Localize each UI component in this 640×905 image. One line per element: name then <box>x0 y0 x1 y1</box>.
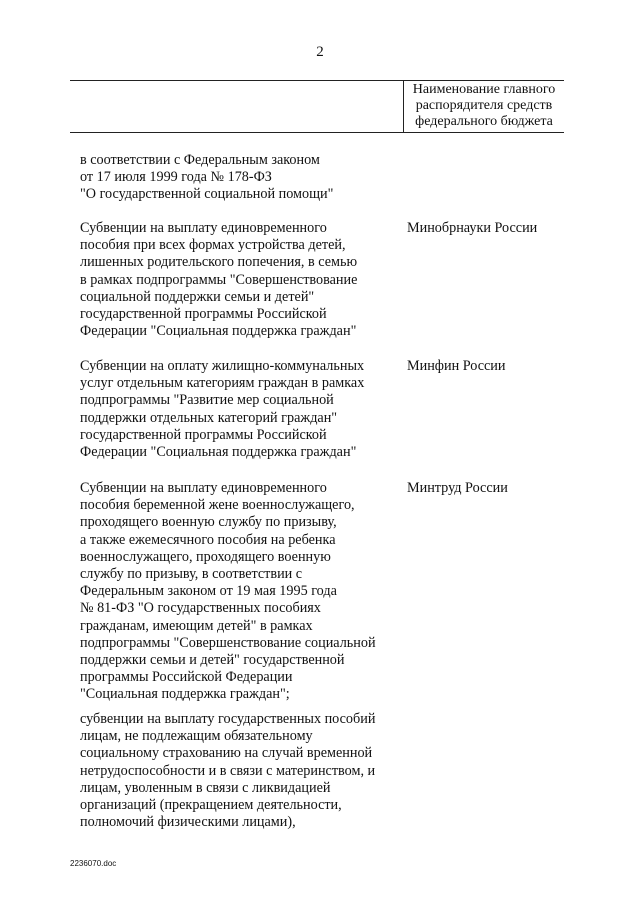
row-agency: Минфин России <box>407 358 506 374</box>
row-description: Субвенции на оплату жилищно-коммунальных услуг отдельным категориям граждан в рамках подпрограммы "Развитие мер социальной поддержки отдельных категорий граждан" государственной программы Российской Федерации "Социальная поддержка граждан" <box>80 358 365 461</box>
table-header-bottom-rule <box>70 132 564 133</box>
page-number: 2 <box>316 44 324 60</box>
row-description: в соответствии с Федеральным законом от 17 июля 1999 года № 178-ФЗ "О государственной социальной помощи" <box>80 152 334 203</box>
column-heading-agency: Наименование главного распорядителя средств федерального бюджета <box>412 82 556 129</box>
table-column-divider <box>403 80 404 132</box>
row-description: Субвенции на выплату единовременного пособия при всех формах устройства детей, лишенных родительского попечения, в семью в рамках подпрограммы "Совершенствование социальной поддержки семьи и детей" государственной программы Российской Федерации "Социальная поддержка граждан" <box>80 220 358 340</box>
row-agency: Минтруд России <box>407 480 508 496</box>
row-agency: Минобрнауки России <box>407 220 538 236</box>
row-description: Субвенции на выплату единовременного пособия беременной жене военнослужащего, проходящего военную службу по призыву, а также ежемесячного пособия на ребенка военнослужащего, проходящего военную службу по призыву, в соответствии с Федеральным законом от 19 мая 1995 года № 81-ФЗ "О государственных пособиях гражданам, имеющим детей" в рамках подпрограммы "Совершенствование социальной поддержки семьи и детей" государственной программы Российской Федерации "Социальная поддержка граждан"; <box>80 480 376 703</box>
row-description: субвенции на выплату государственных пособий лицам, не подлежащим обязательному социальному страхованию на случай временной нетрудоспособности и в связи с материнством, и лицам, уволенным в связи с ликвидацией организаций (прекращением деятельности, полномочий физическими лицами), <box>80 711 376 831</box>
document-filename: 2236070.doc <box>70 859 117 868</box>
table-top-rule <box>70 80 564 81</box>
